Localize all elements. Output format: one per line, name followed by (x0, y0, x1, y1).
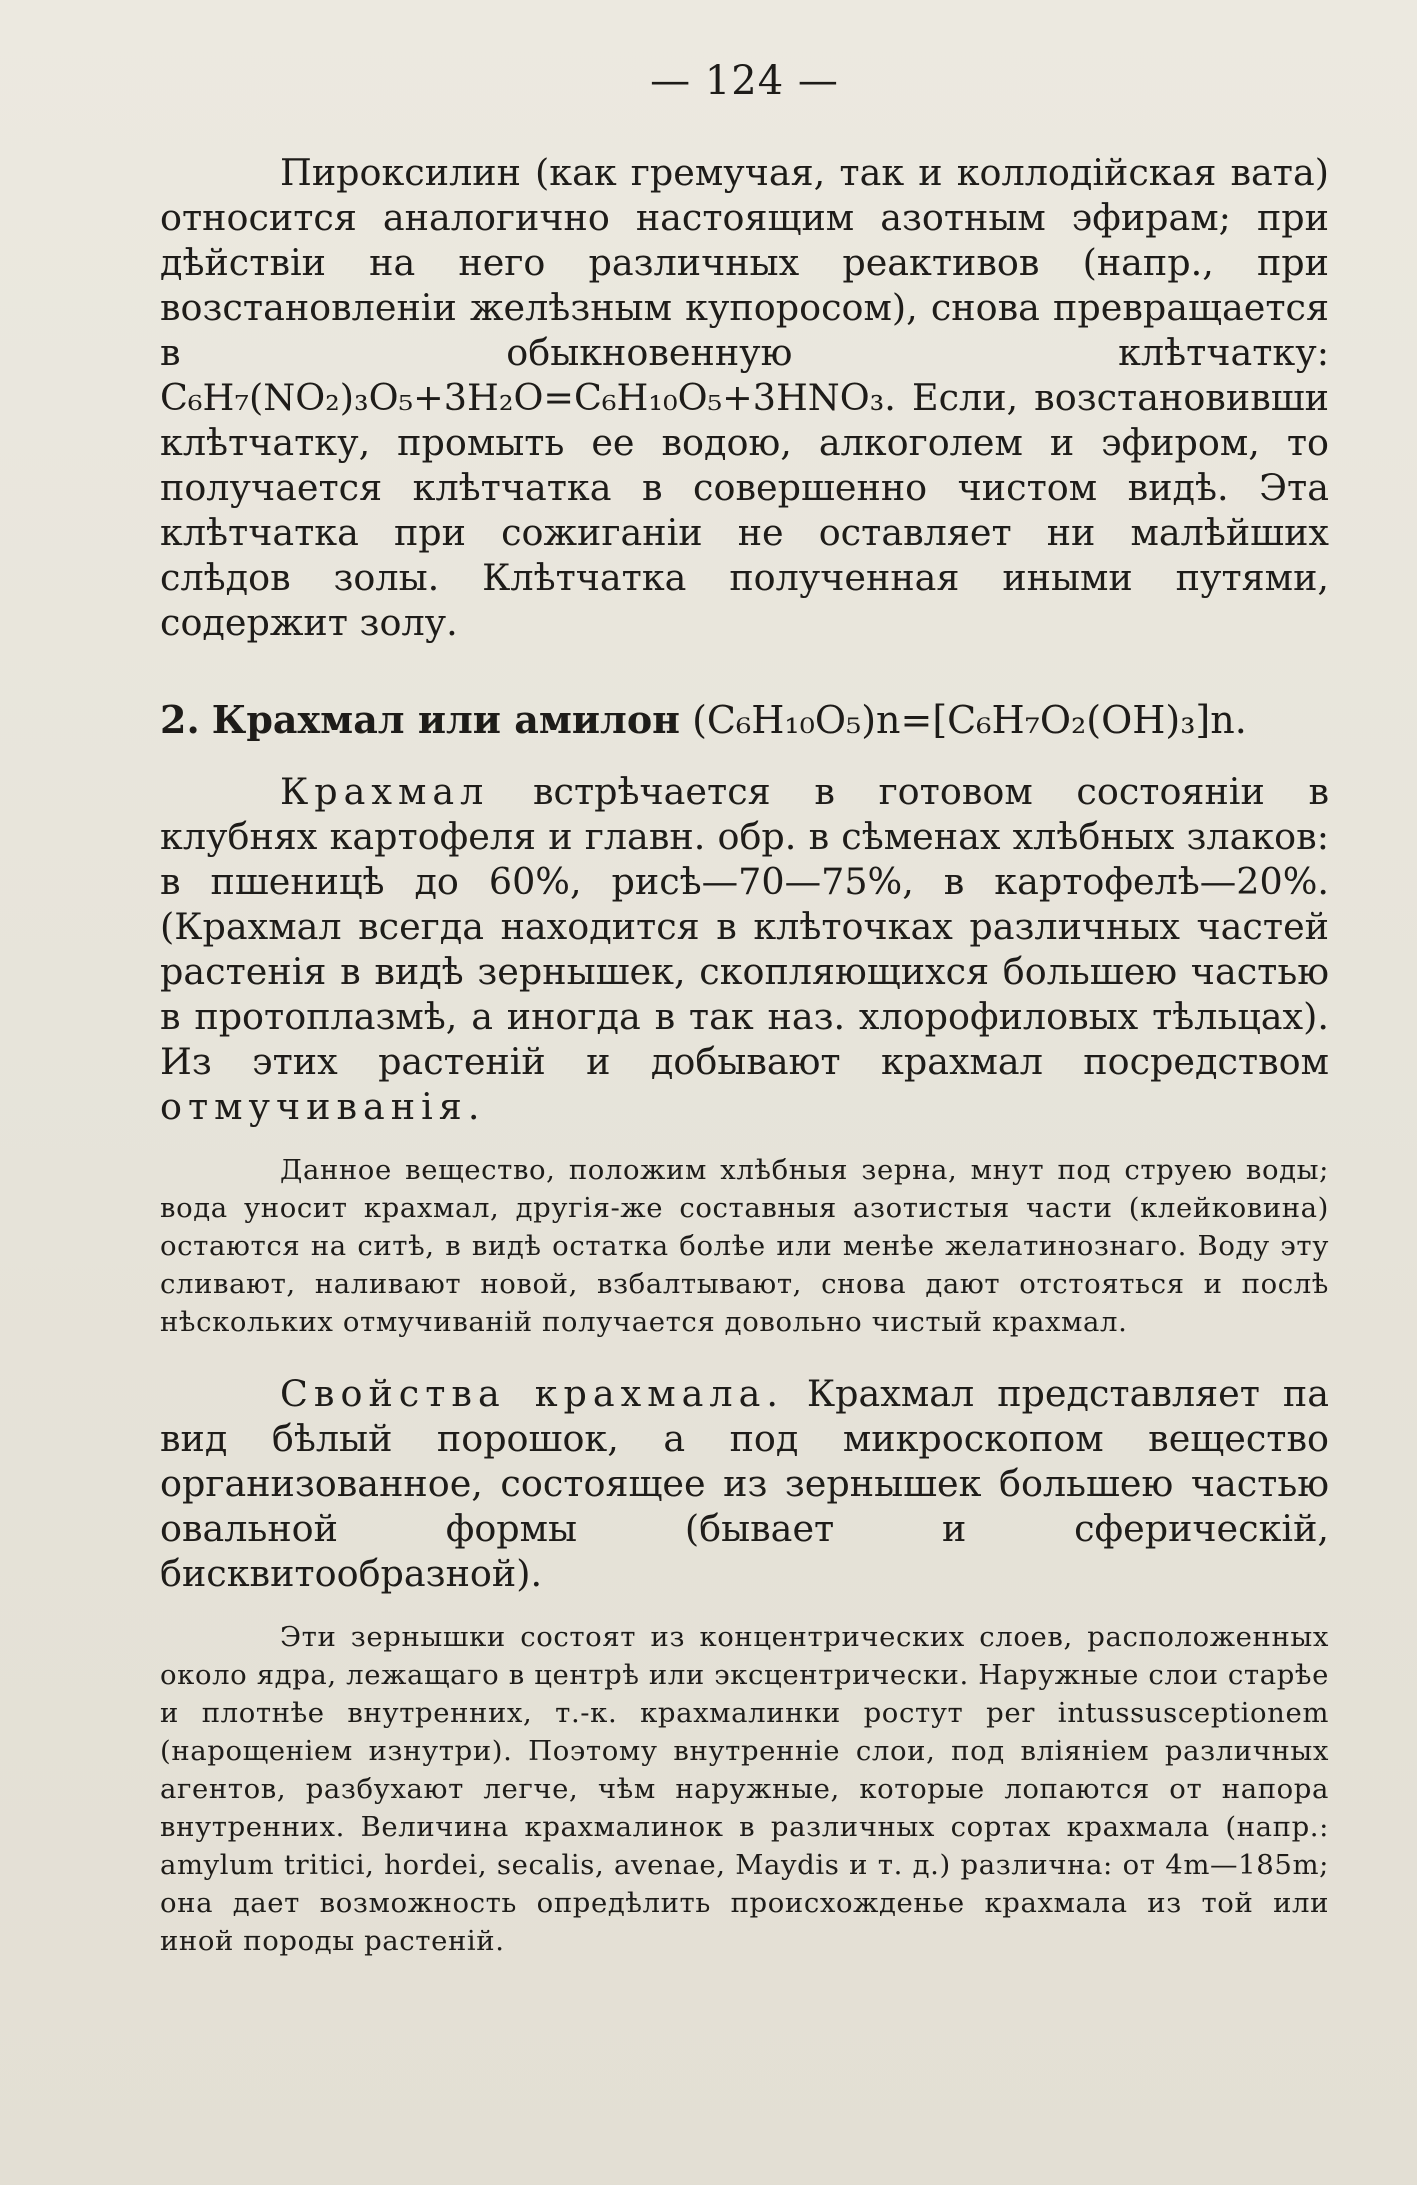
starch-occurrence-text: встрѣчается в готовом состояніи в клубнях картофеля и главн. обр. в сѣменах хлѣбных злаков: в пшеницѣ до 60%, рисѣ—70—75%, в картофелѣ—20%. (Крахмал всегда находится в клѣточках различных частей растенія в видѣ зернышек, скопляющихся большею частью в протоплазмѣ, а иногда в так наз. хлорофиловых тѣльцах). Из этих растеній и добывают крахмал посредством (160, 770, 1329, 1083)
small-print-granules (160, 1618, 1329, 1960)
starch-occurrence-tail: отмучиванія. (160, 1085, 486, 1128)
section-term: Крахмал или амилон (211, 697, 680, 742)
paragraph-pyroxylin-text: Пироксилин (как гремучая, так и коллодійская вата) относится аналогично настоящим азотным эфирам; при дѣйствіи на него различных реактивов (напр., при возстановленіи желѣзным купоросом), снова превращается в обыкновенную клѣтчатку: C₆H₇(NO₂)₃O₅+3H₂O=C₆H₁₀O₅+3HNO₃. Если, возстановивши клѣтчатку, промыть ее водою, алкоголем и эфиром, то получается клѣтчатка в совершенно чистом видѣ. Эта клѣтчатка при сожиганіи не оставляет ни малѣйших слѣдов золы. Клѣтчатка полученная иными путями, содержит золу. (160, 151, 1329, 644)
page-number: — 124 — (650, 58, 839, 104)
paragraph-pyroxylin (160, 150, 1329, 645)
properties-text: Крахмал представляет па вид бѣлый порошок, а под микроскопом вещество организованное, состоящее из зернышек большею частью овальной формы (бывает и сферическій, бисквитообразной). (160, 1372, 1329, 1595)
section-heading-starch (160, 697, 1329, 743)
small-print-extraction (160, 1151, 1329, 1341)
section-number: 2. (160, 697, 200, 742)
paragraph-starch-occurrence (160, 769, 1329, 1129)
small-print-granules-text: Эти зернышки состоят из концентрических слоев, расположенных около ядра, лежащаго в центрѣ или эксцентрически. Наружные слои старѣе и плотнѣе внутренних, т.-к. крахмалинки ростут per intussusceptionem (нарощеніем изнутри). Поэтому внутренніе слои, под вліяніем различных агентов, разбухают легче, чѣм наружные, которые лопаются от напора внутренних. Величина крахмалинок в различных сортах крахмала (напр.: amylum tritici, hordei, secalis, avenae, Maydis и т. д.) различна: от 4m—185m; она дает возможность опредѣлить происхожденье крахмала из той или иной породы растеній. (160, 1621, 1329, 1957)
paragraph-starch-properties (160, 1371, 1329, 1596)
starch-lead-word: Крахмал (280, 770, 490, 813)
section-formula: (C₆H₁₀O₅)n=[C₆H₇O₂(OH)₃]n. (692, 698, 1247, 742)
small-print-extraction-text: Данное вещество, положим хлѣбныя зерна, мнут под струею воды; вода уносит крахмал, другія-же составныя азотистыя части (клейковина) остаются на ситѣ, в видѣ остатка болѣе или менѣе желатинознаго. Воду эту сливают, наливают новой, взбалтывают, снова дают отстояться и послѣ нѣскольких отмучиваній получается довольно чистый крахмал. (160, 1154, 1329, 1338)
properties-lead: Свойства крахмала. (280, 1372, 784, 1415)
